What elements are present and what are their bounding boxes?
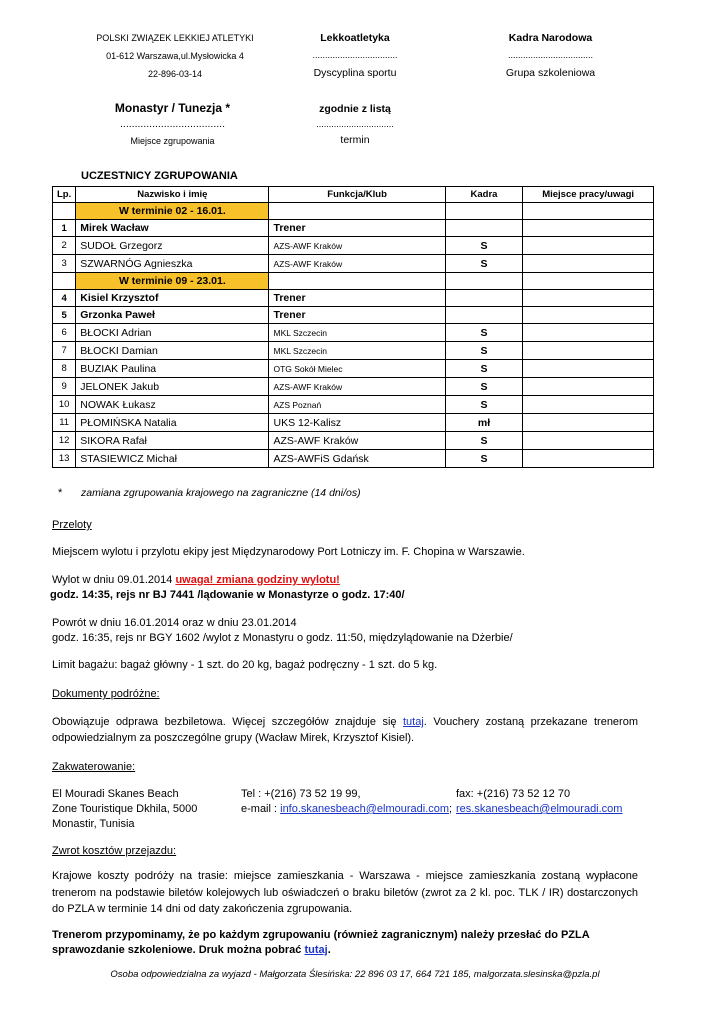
cell-name: Kisiel Krzysztof <box>76 290 269 307</box>
footnote-text: zamiana zgrupowania krajowego na zagraniczne (14 dni/os) <box>81 487 361 499</box>
cell-lp: 7 <box>53 342 76 360</box>
cell-notes <box>523 432 654 450</box>
cell-kadra <box>445 273 523 290</box>
table-header-row <box>53 187 654 203</box>
cell-club: Trener <box>269 307 445 324</box>
table-row <box>53 220 654 237</box>
cell-club: AZS-AWF Kraków <box>269 237 445 255</box>
cell-name: PŁOMIŃSKA Natalia <box>76 414 269 432</box>
cell-kadra: mł <box>445 414 523 432</box>
table-row-period-1 <box>53 203 654 220</box>
cell-club: OTG Sokół Mielec <box>269 360 445 378</box>
email-link-info[interactable]: info.skanesbeach@elmouradi.com <box>280 803 450 815</box>
documents-link[interactable]: tutaj <box>403 716 424 728</box>
hotel-name: El Mouradi Skanes Beach <box>52 788 179 800</box>
reminder-end: . <box>327 944 331 956</box>
cell-lp: 9 <box>53 378 76 396</box>
cell-club: Trener <box>269 290 445 307</box>
cell-kadra: S <box>445 324 523 342</box>
table-row <box>53 414 654 432</box>
cell-lp: 6 <box>53 324 76 342</box>
cell-notes <box>523 396 654 414</box>
sport-name: Lekkoatletyka <box>320 32 390 44</box>
header-lp: Lp. <box>53 187 76 203</box>
email-link-res[interactable]: res.skanesbeach@elmouradi.com <box>456 803 623 815</box>
org-name: POLSKI ZWIĄZEK LEKKIEJ ATLETYKI <box>96 33 254 43</box>
documents-text <box>52 715 638 746</box>
baggage-limit: Limit bagażu: bagaż główny - 1 szt. do 20 kg, bagaż podręczny - 1 szt. do 5 kg. <box>52 659 438 671</box>
cell-notes <box>523 378 654 396</box>
departure-details: godz. 14:35, rejs nr BJ 7441 /lądowanie w Monastyrze o godz. 17:40/ <box>50 589 405 601</box>
header-club: Funkcja/Klub <box>269 187 445 203</box>
table-row <box>53 255 654 273</box>
cell-notes <box>523 307 654 324</box>
table-row <box>53 324 654 342</box>
refund-text: Krajowe koszty podróży na trasie: miejsce zamieszkania - Warszawa - miejsce zamieszkania zostaną wypłacone trenerom na podstawie biletów kolejowych lub oświadczeń o braku biletów (zwrot za 2 kl. poc. TLK / IR) dostarczonych do PZLA w terminie 14 dni od daty zakończenia zgrupowania. <box>52 870 638 915</box>
cell-name: Mirek Wacław <box>76 220 269 237</box>
table-row <box>53 450 654 468</box>
cell-notes <box>523 237 654 255</box>
footnote-mark: * <box>58 487 63 499</box>
sport-caption: Dyscyplina sportu <box>313 67 397 79</box>
return-line-2: godz. 16:35, rejs nr BGY 1602 /wylot z Monastyru o godz. 11:50, międzylądowanie na Dżerbie/ <box>52 632 513 644</box>
cell-lp <box>53 273 76 290</box>
departure-line <box>52 573 340 589</box>
cell-notes <box>523 203 654 220</box>
group-name: Kadra Narodowa <box>508 32 593 44</box>
cell-club: MKL Szczecin <box>269 342 445 360</box>
cell-name: SZWARNÓG Agnieszka <box>76 255 269 273</box>
place-dots: .................................... <box>119 118 226 130</box>
cell-name: SUDOŁ Grzegorz <box>76 237 269 255</box>
term-name: zgodnie z listą <box>319 103 391 115</box>
cell-kadra: S <box>445 342 523 360</box>
cell-kadra: S <box>445 378 523 396</box>
reminder-body: Trenerom przypominamy, że po każdym zgrupowaniu (również zagranicznym) należy przesłać do PZLA sprawozdanie szkoleniowe. Druk można pobrać <box>52 929 590 956</box>
cell-kadra <box>445 220 523 237</box>
cell-club: AZS-AWFiS Gdańsk <box>269 450 445 468</box>
term-dots: ............................... <box>316 119 394 129</box>
cell-kadra: S <box>445 450 523 468</box>
cell-club: AZS Poznań <box>269 396 445 414</box>
cell-kadra: S <box>445 237 523 255</box>
return-line-1: Powrót w dniu 16.01.2014 oraz w dniu 23.01.2014 <box>52 617 297 629</box>
cell-name: BŁOCKI Damian <box>76 342 269 360</box>
cell-name: BUZIAK Paulina <box>76 360 269 378</box>
cell-kadra: S <box>445 432 523 450</box>
table-row <box>53 396 654 414</box>
table-row <box>53 360 654 378</box>
table-row <box>53 432 654 450</box>
cell-lp: 2 <box>53 237 76 255</box>
documents-text-after: . Vouchery zostaną przekazane trenerom odpowiedzialnym za poszczególne grupy (Wacław Mirek, Krzysztof Kisiel). <box>52 716 638 744</box>
table-row <box>53 342 654 360</box>
cell-kadra <box>445 290 523 307</box>
cell-kadra: S <box>445 255 523 273</box>
cell-club: AZS-AWF Kraków <box>269 255 445 273</box>
reminder-link[interactable]: tutaj <box>304 944 328 956</box>
header-notes: Miejsce pracy/uwagi <box>523 187 654 203</box>
hotel-fax: fax: +(216) 73 52 12 70 <box>456 788 571 800</box>
departure-prefix: Wylot w dniu 09.01.2014 <box>52 574 176 586</box>
table-row <box>53 290 654 307</box>
cell-lp: 4 <box>53 290 76 307</box>
cell-notes <box>523 220 654 237</box>
cell-club: UKS 12-Kalisz <box>269 414 445 432</box>
cell-notes <box>523 273 654 290</box>
group-dots: .................................. <box>507 50 594 60</box>
period-label: W terminie 09 - 23.01. <box>76 273 269 290</box>
cell-lp: 11 <box>53 414 76 432</box>
cell-notes <box>523 450 654 468</box>
email-label: e-mail : <box>241 803 281 815</box>
email-separator: ; <box>449 803 453 815</box>
header-kadra: Kadra <box>445 187 523 203</box>
cell-kadra <box>445 307 523 324</box>
term-caption: termin <box>340 134 370 146</box>
cell-notes <box>523 342 654 360</box>
hotel-zone: Zone Touristique Dkhila, 5000 <box>52 803 198 815</box>
cell-notes <box>523 324 654 342</box>
cell-notes <box>523 360 654 378</box>
group-caption: Grupa szkoleniowa <box>505 67 596 79</box>
hotel-email-line <box>241 802 452 818</box>
cell-club <box>269 203 445 220</box>
cell-lp: 8 <box>53 360 76 378</box>
cell-name: JELONEK Jakub <box>76 378 269 396</box>
cell-kadra: S <box>445 360 523 378</box>
hotel-city: Monastir, Tunisia <box>52 818 135 830</box>
cell-notes <box>523 414 654 432</box>
footer-contact: Osoba odpowiedzialna za wyjazd - Małgorzata Ślesińska: 22 896 03 17, 664 721 185, malgorzata.slesinska@pzla.pl <box>110 969 600 980</box>
header-name: Nazwisko i imię <box>76 187 269 203</box>
cell-notes <box>523 290 654 307</box>
hotel-tel: Tel : +(216) 73 52 19 99, <box>241 788 361 800</box>
cell-name: BŁOCKI Adrian <box>76 324 269 342</box>
org-address: 01-612 Warszawa,ul.Mysłowicka 4 <box>106 51 244 61</box>
participants-table <box>52 186 654 468</box>
accommodation-heading: Zakwaterowanie: <box>52 761 136 773</box>
cell-club: Trener <box>269 220 445 237</box>
refund-heading: Zwrot kosztów przejazdu: <box>52 845 177 857</box>
cell-name: Grzonka Paweł <box>76 307 269 324</box>
cell-kadra <box>445 203 523 220</box>
cell-notes <box>523 255 654 273</box>
cell-name: SIKORA Rafał <box>76 432 269 450</box>
cell-name: STASIEWICZ Michał <box>76 450 269 468</box>
place-caption: Miejsce zgrupowania <box>130 136 215 146</box>
cell-lp: 1 <box>53 220 76 237</box>
cell-club: MKL Szczecin <box>269 324 445 342</box>
documents-text-before: Obowiązuje odprawa bezbiletowa. Więcej szczegółów znajduje się <box>52 716 403 728</box>
table-row <box>53 378 654 396</box>
cell-lp <box>53 203 76 220</box>
sport-dots: .................................. <box>312 50 398 60</box>
flights-heading: Przeloty <box>52 519 92 531</box>
departure-warning: uwaga! zmiana godziny wylotu! <box>175 574 340 586</box>
cell-lp: 12 <box>53 432 76 450</box>
org-phone: 22-896-03-14 <box>147 69 203 79</box>
cell-lp: 13 <box>53 450 76 468</box>
cell-kadra: S <box>445 396 523 414</box>
section-title: UCZESTNICY ZGRUPOWANIA <box>81 170 238 182</box>
table-row-period-2 <box>53 273 654 290</box>
flights-airport: Miejscem wylotu i przylotu ekipy jest Międzynarodowy Port Lotniczy im. F. Chopina w Warszawie. <box>52 546 525 558</box>
cell-club <box>269 273 445 290</box>
table-row <box>53 307 654 324</box>
documents-heading: Dokumenty podróżne: <box>52 688 160 700</box>
place-name: Monastyr / Tunezja * <box>114 101 231 115</box>
cell-lp: 3 <box>53 255 76 273</box>
cell-club: AZS-AWF Kraków <box>269 432 445 450</box>
period-label: W terminie 02 - 16.01. <box>76 203 269 220</box>
cell-lp: 5 <box>53 307 76 324</box>
table-row <box>53 237 654 255</box>
cell-club: AZS-AWF Kraków <box>269 378 445 396</box>
cell-name: NOWAK Łukasz <box>76 396 269 414</box>
reminder-text <box>52 928 638 958</box>
cell-lp: 10 <box>53 396 76 414</box>
